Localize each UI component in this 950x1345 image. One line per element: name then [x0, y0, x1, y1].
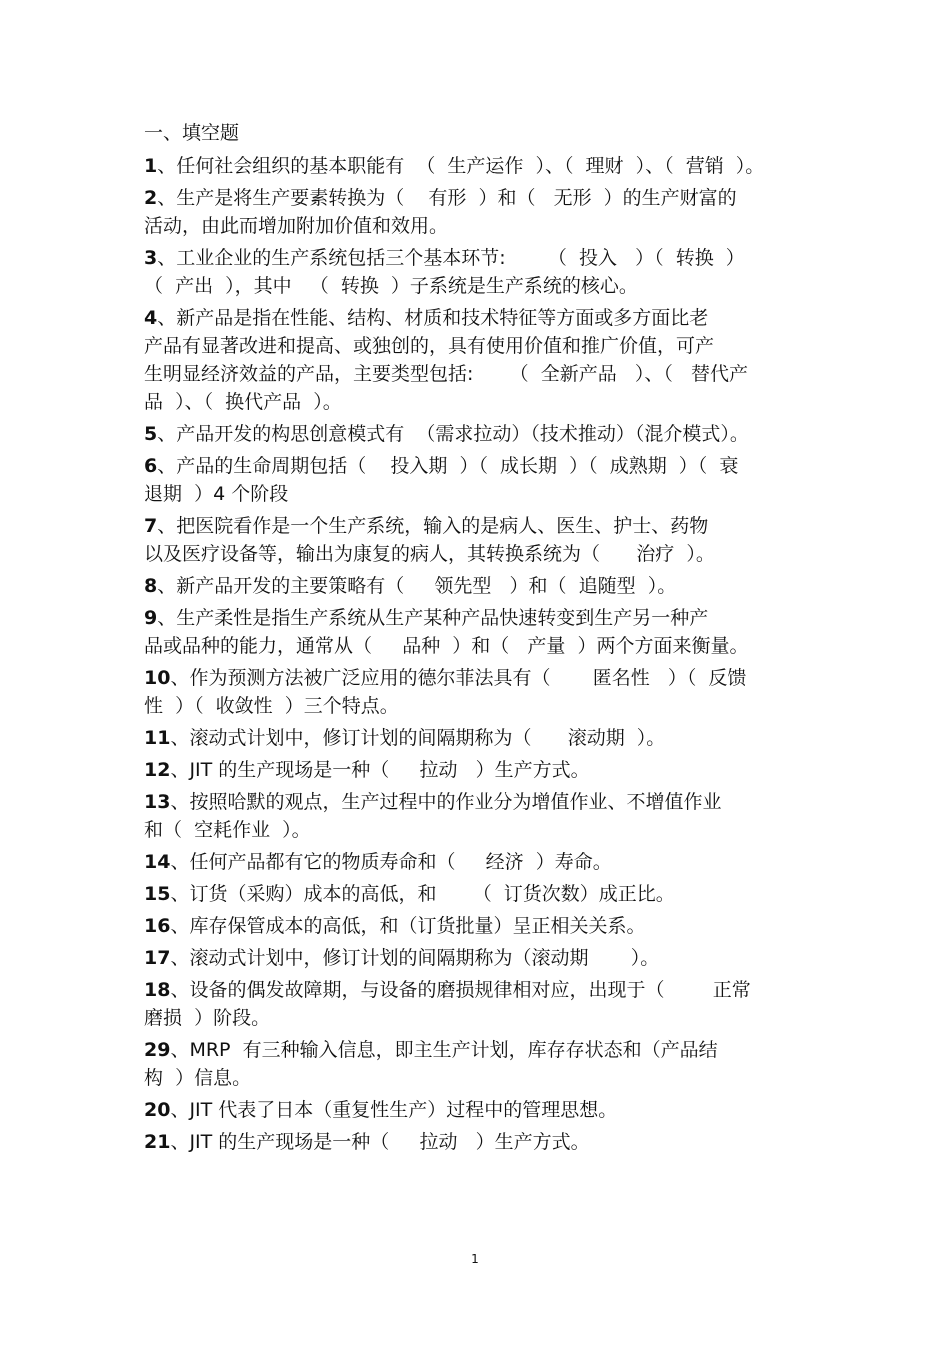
question-text: 、新产品是指在性能、结构、材质和技术特征等方面或多方面比老 — [157, 307, 709, 329]
question-line — [144, 1004, 814, 1032]
question-line — [144, 664, 814, 692]
question-number: 2 — [144, 187, 158, 209]
question-text: 、生产柔性是指生产系统从生产某种产品快速转变到生产另一种产 — [157, 607, 709, 629]
question-item — [144, 664, 814, 720]
question-line — [144, 272, 814, 300]
question-item — [144, 1128, 814, 1156]
question-item — [144, 184, 814, 240]
question-line — [144, 512, 814, 540]
question-item — [144, 152, 814, 180]
question-line — [144, 944, 814, 972]
question-text: 品或品种的能力，通常从（ 品种 ）和（ 产量 ）两个方面来衡量。 — [144, 635, 749, 657]
question-line — [144, 244, 814, 272]
question-item — [144, 452, 814, 508]
question-line — [144, 848, 814, 876]
question-text: 、库存保管成本的高低，和（订货批量）呈正相关关系。 — [170, 915, 646, 937]
question-line — [144, 540, 814, 568]
question-list — [144, 152, 814, 1156]
question-line — [144, 880, 814, 908]
question-number: 21 — [144, 1131, 171, 1153]
question-item — [144, 724, 814, 752]
question-number: 17 — [144, 947, 171, 969]
question-number: 9 — [144, 607, 158, 629]
question-text: 产品有显著改进和提高、或独创的，具有使用价值和推广价值，可产 — [144, 335, 715, 357]
question-text: 以及医疗设备等，输出为康复的病人，其转换系统为（ 治疗 ）。 — [144, 543, 715, 565]
question-item — [144, 512, 814, 568]
page-number: 1 — [471, 1252, 479, 1266]
question-item — [144, 976, 814, 1032]
question-text: 生明显经济效益的产品，主要类型包括: （ 全新产品 ）、（ 替代产 — [144, 363, 748, 385]
question-number: 7 — [144, 515, 158, 537]
question-line — [144, 1036, 814, 1064]
question-text: 磨损 ）阶段。 — [144, 1007, 271, 1029]
question-item — [144, 1036, 814, 1092]
question-text: 、订货（采购）成本的高低，和 （ 订货次数）成正比。 — [170, 883, 675, 905]
question-number: 18 — [144, 979, 171, 1001]
question-number: 29 — [144, 1039, 171, 1061]
question-text: 性 ）（ 收敛性 ）三个特点。 — [144, 695, 399, 717]
question-line — [144, 1128, 814, 1156]
question-line — [144, 1064, 814, 1092]
question-line — [144, 480, 814, 508]
question-text: （ 产出 ），其中 （ 转换 ）子系统是生产系统的核心。 — [144, 275, 638, 297]
question-item — [144, 1096, 814, 1124]
question-line — [144, 304, 814, 332]
question-number: 11 — [144, 727, 171, 749]
question-item — [144, 944, 814, 972]
question-line — [144, 332, 814, 360]
question-line — [144, 976, 814, 1004]
question-text: 、JIT 的生产现场是一种（ 拉动 ）生产方式。 — [170, 759, 590, 781]
question-line — [144, 1096, 814, 1124]
question-line — [144, 152, 814, 180]
question-line — [144, 632, 814, 660]
question-item — [144, 604, 814, 660]
question-item — [144, 912, 814, 940]
question-line — [144, 452, 814, 480]
question-text: 、工业企业的生产系统包括三个基本环节: （ 投入 ）（ 转换 ） — [157, 247, 745, 269]
question-text: 退期 ）4 个阶段 — [144, 483, 289, 505]
question-number: 12 — [144, 759, 171, 781]
question-item — [144, 756, 814, 784]
question-line — [144, 756, 814, 784]
question-line — [144, 692, 814, 720]
question-text: 、产品开发的构思创意模式有 （需求拉动）（技术推动）（混介模式）。 — [157, 423, 749, 445]
question-text: 、JIT 的生产现场是一种（ 拉动 ）生产方式。 — [170, 1131, 590, 1153]
question-line — [144, 184, 814, 212]
question-text: 、生产是将生产要素转换为（ 有形 ）和（ 无形 ）的生产财富的 — [157, 187, 737, 209]
question-item — [144, 788, 814, 844]
question-text: 、按照哈默的观点，生产过程中的作业分为增值作业、不增值作业 — [170, 791, 722, 813]
question-text: 、新产品开发的主要策略有（ 领先型 ）和（ 追随型 ）。 — [157, 575, 677, 597]
question-number: 5 — [144, 423, 158, 445]
question-line — [144, 788, 814, 816]
question-text: 、作为预测方法被广泛应用的德尔菲法具有（ 匿名性 ）（ 反馈 — [170, 667, 747, 689]
question-line — [144, 420, 814, 448]
question-text: 、JIT 代表了日本（重复性生产）过程中的管理思想。 — [170, 1099, 618, 1121]
question-number: 14 — [144, 851, 171, 873]
question-text: 、任何产品都有它的物质寿命和（ 经济 ）寿命。 — [170, 851, 612, 873]
question-text: 活动，由此而增加附加价值和效用。 — [144, 215, 449, 237]
question-line — [144, 388, 814, 416]
question-item — [144, 848, 814, 876]
question-text: 、滚动式计划中，修订计划的间隔期称为（滚动期 ）。 — [170, 947, 660, 969]
document-content — [144, 120, 814, 1160]
question-number: 6 — [144, 455, 158, 477]
question-item — [144, 244, 814, 300]
question-number: 15 — [144, 883, 171, 905]
question-number: 10 — [144, 667, 171, 689]
question-number: 13 — [144, 791, 171, 813]
question-text: 、任何社会组织的基本职能有 （ 生产运作 ）、（ 理财 ）、（ 营销 ）。 — [157, 155, 765, 177]
question-item — [144, 572, 814, 600]
question-text: 、滚动式计划中，修订计划的间隔期称为（ 滚动期 ）。 — [170, 727, 666, 749]
question-number: 8 — [144, 575, 158, 597]
section-title: 一、填空题 — [144, 122, 240, 144]
question-line — [144, 572, 814, 600]
question-text: 构 ）信息。 — [144, 1067, 252, 1089]
question-text: 、产品的生命周期包括（ 投入期 ）（ 成长期 ）（ 成熟期 ）（ 衰 — [157, 455, 739, 477]
question-number: 4 — [144, 307, 158, 329]
question-item — [144, 880, 814, 908]
question-text: 品 ）、（ 换代产品 ）。 — [144, 391, 342, 413]
question-number: 16 — [144, 915, 171, 937]
question-line — [144, 212, 814, 240]
question-line — [144, 724, 814, 752]
question-line — [144, 912, 814, 940]
question-text: 、把医院看作是一个生产系统，输入的是病人、医生、护士、药物 — [157, 515, 709, 537]
question-line — [144, 816, 814, 844]
question-number: 1 — [144, 155, 158, 177]
question-number: 3 — [144, 247, 158, 269]
question-number: 20 — [144, 1099, 171, 1121]
question-item — [144, 420, 814, 448]
question-line — [144, 360, 814, 388]
question-text: 和（ 空耗作业 ）。 — [144, 819, 311, 841]
question-text: 、MRP 有三种输入信息，即主生产计划，库存存状态和（产品结 — [170, 1039, 718, 1061]
question-item — [144, 304, 814, 416]
question-line — [144, 604, 814, 632]
question-text: 、设备的偶发故障期，与设备的磨损规律相对应，出现于（ 正常 — [170, 979, 751, 1001]
